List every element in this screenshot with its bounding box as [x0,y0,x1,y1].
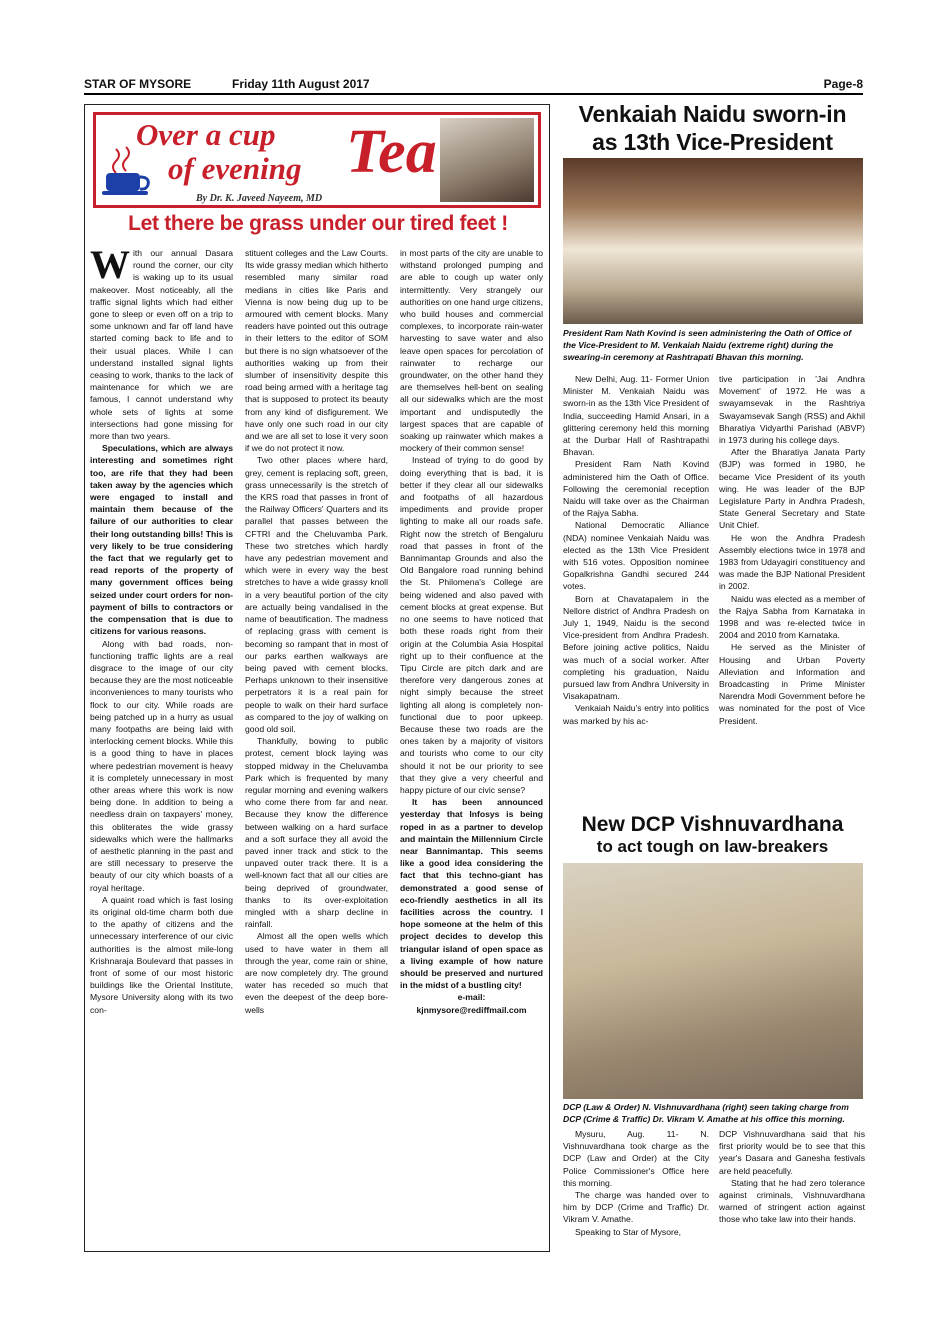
paragraph: The charge was handed over to him by DCP (Crime and Traffic) Dr. Vikram V. Amathe. [563,1190,709,1225]
paragraph: Almost all the open wells which used to have water in them all through the year, come rain or shine, are now completely dry. The ground water has receded so much that even the deepest of the deep bore-wells [245,931,388,1015]
story2-body [563,1128,865,1238]
paragraph: After the Bharatiya Janata Party (BJP) was formed in 1980, he became Vice President of its youth wing. He was leader of the BJP Legislature Party in Andhra Pradesh, State General Secretary and State Unit Chief. [719,447,865,531]
paragraph: He served as the Minister of Housing and Urban Poverty Alleviation and Information and Broadcasting in Prime Minister Narendra Modi Government before he was nominated for the post of Vice President. [719,642,865,726]
paragraph: Instead of trying to do good by doing everything that is bad, it is better if they clear all our sidewalks and footpaths of all hazardous impediments and provide proper lighting to make all our roads safe. Right now the stretch of Bengaluru road that passes in front of the Bannimantap Grounds and also the Old Bangalore road running behind the St. Philomena's College are being widened and also paved with cement blocks at great expense. But no one seems to have noticed that both these roads right from their origin at the Columbia Asia Hospital right up to their confluence at the Tipu Circle are pitch dark and are therefore very dangerous zones at night simply because the street lighting all along is completely non-functional due to poor upkeep. Because these two roads are the ones taken by a majority of visitors and tourists who come to our city should it not be our priority to see that they give a very cheerful and happy picture of our civic sense? [400,455,543,795]
paragraph: Along with bad roads, non-functioning traffic lights are a real disgrace to the image of our city because they are the most noticeable inconveniences to many tourists who flock to our city. While roads are being patched up in a hurry as usual many footpaths are being laid with interlocking cement blocks. While this is a good thing to have in places where pedestrian movement is heavy it is completely unnecessary in most other areas where this work is now being done. In addition to being a needless drain on taxpayers' money, this obliterates the wide grassy sidewalks which were the hallmarks of aesthetic planning in the past and are still necessary to preserve the beauty of our city which boasts of a royal heritage. [90,638,233,893]
banner-title-line1: Over a cup [136,117,276,152]
banner-title-tea: Tea [346,118,437,186]
paragraph: With our annual Dasara round the corner, our city is waking up to its usual makeover. Most noticeably, all the traffic signal lights which had either gone to sleep or even off on a trip to some unknown and far off land have started coming back to life and to their usual places. While I can understand installed signal lights ceasing to work, thanks to the lack of maintenance for which we are famous, I cannot understand why whole sets of lights at some intersections had gone missing for more than two years. [90,242,233,442]
feature-body [90,242,544,1016]
masthead [84,77,863,95]
right-column [560,100,865,1237]
paragraph: in most parts of the city are unable to withstand prolonged pumping and are able to cough up water only intermittently. Very strangely our authorities on one hand urge citizens, who build houses and commercial complexes, to incorporate rain-water harvesting to save water and also leave open spaces for percolation of rainwater to recharge our groundwater, on the other hand they are themselves hell-bent on sealing all our sidewalks which are the most important and undisputedly the largest spaces that are capable of soaking up rainwater which makes a mockery of their common sense! [400,248,543,454]
paragraph: tive participation in 'Jai Andhra Movement' of 1972. He was a swayamsevak in the Rashtriya Swayamsevak Sangh (RSS) and Akhil Bharatiya Vidyarthi Parishad (ABVP) in 1973 during his college days. [719,374,865,446]
paragraph: Naidu was elected as a member of the Rajya Sabha from Karnataka in 1998 and was re-elected twice in 2004 and 2010 from Karnataka. [719,593,865,641]
paragraph: Mysuru, Aug. 11- N. Vishnuvardhana took charge as the DCP (Law and Order) at the City Police Commissioner's Office here this morning. [563,1129,709,1188]
author-photo [440,118,534,202]
author-email[interactable]: kjnmysore@rediffmail.com [416,1004,527,1015]
story1-caption: President Ram Nath Kovind is seen administering the Oath of Office of the Vice-President to M. Venkaiah Naidu (extreme right) during the swearing-in ceremony at Rashtrapati Bhavan this morning. [563,328,852,362]
paragraph: Speaking to Star of Mysore, [575,1226,682,1237]
feature-column-3 [400,247,543,1016]
paragraph: President Ram Nath Kovind administered him the Oath of Office. Following the ceremonial reception Naidu will take over as the Chairman of the Rajya Sabha. [563,459,709,519]
paper-name: STAR OF MYSORE [84,77,192,91]
paragraph: New Delhi, Aug. 11- Former Union Minister M. Venkaiah Naidu was sworn-in as the 13th Vice President of India, succeeding Hamid Ansari, in a glittering ceremony held this morning at the Durbar Hall of Rashtrapathi Bhavan. [563,374,709,458]
feature-headline: Let there be grass under our tired feet ! [128,212,508,235]
paragraph: stituent colleges and the Law Courts. Its wide grassy median which hitherto resembled many similar road medians in cities like Paris and Vienna is now being dug up to be armoured with cement blocks. Many readers have pointed out this outrage in their letters to the editor of SOM but there is no sign whatsoever of the authorities waking up from their slumber of insensitivity despite this road being armed with a heritage tag that is supposed to protect its beauty from any kind of disfigurement. We have only one such road in our city and we are all set to lose it very soon if we do not protect it now. [245,248,388,454]
story2-headline: New DCP Vishnuvardhana to act tough on law-breakers [581,813,844,856]
column-banner [93,112,541,208]
story2-column-1 [563,1128,709,1238]
story1-headline: Venkaiah Naidu sworn-in as 13th Vice-President [578,101,847,155]
paragraph: Venkaiah Naidu's entry into politics was marked by his ac- [563,703,709,726]
byline: By Dr. K. Javeed Nayeem, MD [196,193,323,204]
paragraph: Stating that he had zero tolerance against criminals, Vishnuvardhana warned of stringent action against those who take law into their hands. [719,1177,865,1225]
issue-date: Friday 11th August 2017 [232,77,370,91]
banner-title-line2: of evening [168,151,302,186]
story2-column-2 [719,1128,865,1238]
feature-column-2 [245,247,388,1016]
paragraph: DCP Vishnuvardhana said that his first priority would be to see that this year's Dasara and Ganesha festivals are held peacefully. [719,1129,865,1176]
page-number: Page-8 [823,77,863,91]
paragraph: He won the Andhra Pradesh Assembly elections twice in 1978 and 1983 from Udayagiri constituency and was made the BJP National President in 2002. [719,532,865,592]
story1-body [563,373,865,727]
story1-column-2 [719,373,865,727]
column-feature [84,104,550,1252]
paragraph: Speculations, which are always interesting and sometimes right too, are rife that they had been taken away by the agencies which were engaged to install and maintain them because of the failure of our authorities to clear their long outstanding bills! This is very likely to be true considering the fact that we regularly get to read reports of the property of many government offices being seized under court orders for non-payment of bills to contractors or the compensation that is due to citizens for various reasons. [90,443,233,637]
dropcap: W [90,242,130,287]
story2-caption: DCP (Law & Order) N. Vishnuvardhana (right) seen taking charge from DCP (Crime & Traffic) Dr. Vikram V. Amathe at his office this morning. [563,1102,849,1124]
story1-column-1 [563,373,709,727]
paragraph: Two other places where hard, grey, cement is replacing soft, green, grass unnecessarily is the stretch of the KRS road that passes in front of the Railway Officers' Quarters and its parallel that passes between the CFTRI and the Cheluvamba Park. These two stretches which hardly have any pedestrian movement and which were in every way the best stretches to have a wide grassy knoll in a very beautiful portion of the city are actually being vandalised in the name of beautification. The madness of replacing grass with cement is becoming so rampant that in most of our parks earthen walkways are being paved with cement blocks. Perhaps unknown to their insensitive perpetrators it is a real pain for people to walk on their hard surface as compared to the joy of walking on good old soil. [245,455,388,734]
email-label: e-mail: [457,992,486,1003]
paragraph: Thankfully, bowing to public protest, cement block laying was stopped midway in the Cheluvamba Park which is frequented by many regular morning and evening walkers who come there from far and near. Because they know the difference between walking on a hard surface and a soft surface they all avoid the paved inner track and stick to the unpaved outer track there. It is a well-known fact that all our cities are being deprived of groundwater, thanks to its over-exploitation mingled with a sharp decline in rainfall. [245,736,388,930]
dcp-photo [563,863,863,1099]
paragraph: A quaint road which is fast losing its original old-time charm both due to the apathy of citizens and the unnecessary interference of our civic authorities is the almost mile-long Krishnaraja Boulevard that passes in front of some of our most historic buildings like the Oriental Institute, Mysore University along with its two con- [90,894,233,1015]
feature-column-1 [90,242,233,1016]
paragraph: National Democratic Alliance (NDA) nominee Venkaiah Naidu was elected as the 13th Vice President with 516 votes. Opposition nominee Gopalkrishna Gandhi secured 244 votes. [563,520,709,592]
paragraph: Born at Chavatapalem in the Nellore district of Andhra Pradesh on July 1, 1949, Naidu is the second Vice-president from Andhra Pradesh. Before joining active politics, Naidu was much of a social worker. After completing his graduation, Naidu pursued law from Andhra University in Visakapatnam. [563,593,709,702]
swearing-in-photo [563,158,863,324]
paragraph: It has been announced yesterday that Infosys is being roped in as a partner to develop and maintain the Millennium Circle near Bannimantap. This seems like a good idea considering the fact that this techno-giant has demonstrated a good sense of eco-friendly aesthetics in all its facilities across the country. I hope someone at the helm of this project decides to develop this triangular island of open space as a living example of how nature should be preserved and nurtured in the midst of a bustling city! [400,797,543,991]
